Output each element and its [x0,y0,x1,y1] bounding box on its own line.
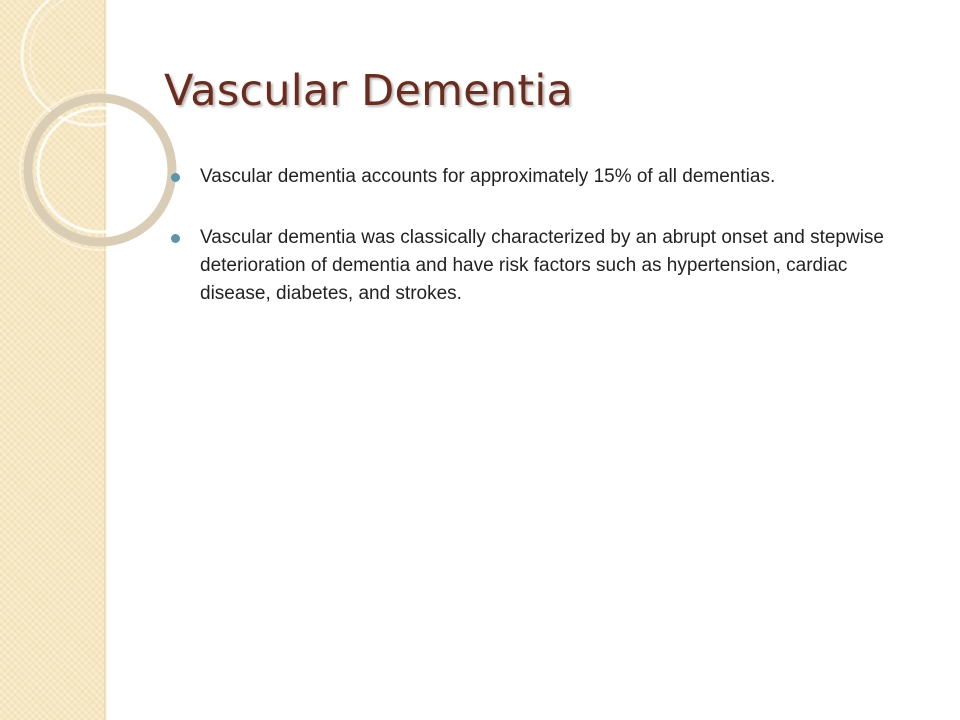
bullet-item [171,224,891,308]
slide-title: Vascular Dementia [164,66,574,116]
concentric-rings-decoration [0,0,140,260]
bullet-text: Vascular dementia was classically characterized by an abrupt onset and stepwise deterioration of dementia and have risk factors such as hypertension, cardiac disease, diabetes, and strokes. [200,227,884,304]
bullet-item [171,163,891,191]
round-bullet-icon [171,234,180,243]
round-bullet-icon [171,173,180,182]
bullet-list [171,163,891,341]
bullet-text: Vascular dementia accounts for approximately 15% of all dementias. [200,166,776,187]
